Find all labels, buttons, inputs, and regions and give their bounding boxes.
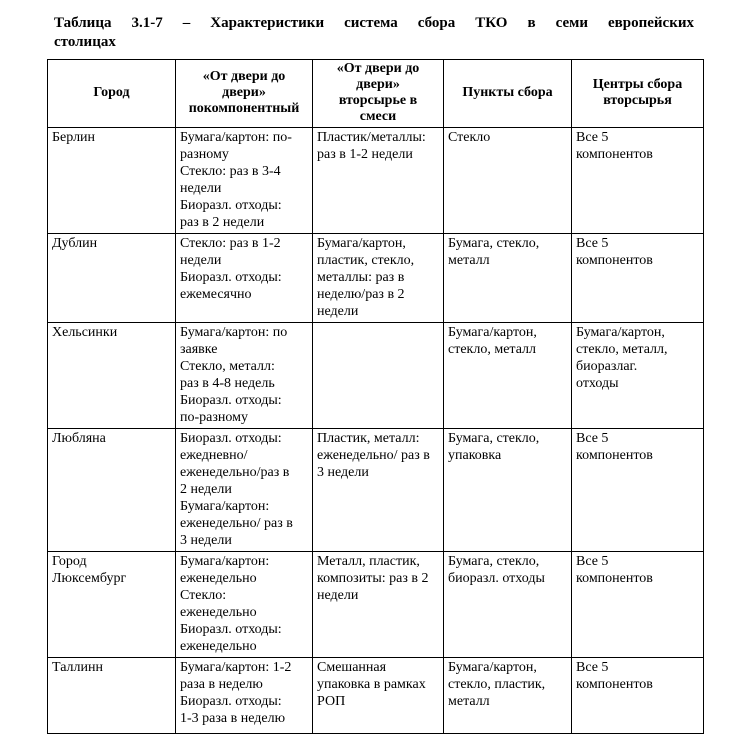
cell-line: Бумага/картон, <box>317 236 406 251</box>
table-row <box>48 429 704 552</box>
cell-line: Любляна <box>52 431 106 446</box>
cell-collection-points <box>444 323 572 429</box>
cell-city <box>48 128 176 234</box>
cell-recycling-centers <box>572 429 704 552</box>
cell-door-component <box>176 234 313 323</box>
cell-line: металл <box>448 694 490 709</box>
cell-line: Хельсинки <box>52 325 118 340</box>
cell-line: еженедельно/раз в <box>180 465 290 480</box>
cell-line: металл <box>448 253 490 268</box>
header-recycling-centers <box>572 60 704 128</box>
cell-door-mixed <box>313 552 444 658</box>
cell-line: недели <box>317 588 359 603</box>
cell-collection-points <box>444 234 572 323</box>
cell-line: биоразлаг. <box>576 359 638 374</box>
cell-line: стекло, металл, <box>576 342 668 357</box>
cell-line: вторсырье в <box>338 93 418 108</box>
cell-line: Бумага/картон: <box>180 554 270 569</box>
cell-line: Все 5 <box>576 236 609 251</box>
cell-line: Стекло: раз в 1-2 <box>180 236 281 251</box>
table-row <box>48 234 704 323</box>
cell-line: стекло, пластик, <box>448 677 546 692</box>
cell-line: заявке <box>180 342 218 357</box>
cell-line: Все 5 <box>576 130 609 145</box>
cell-line: Стекло: <box>180 588 227 603</box>
cell-line: раз в 2 недели <box>180 215 265 230</box>
header-collection-points <box>444 60 572 128</box>
table-caption-continued: столицах <box>54 34 116 50</box>
cell-door-component <box>176 429 313 552</box>
cell-line: Бумага/картон, <box>448 660 537 675</box>
cell-line: компонентов <box>576 448 653 463</box>
table-row <box>48 552 704 658</box>
cell-line: ежедневно/ <box>180 448 248 463</box>
cell-line: упаковка <box>448 448 502 463</box>
cell-line: 2 недели <box>180 482 232 497</box>
cell-line: Таллинн <box>52 660 103 675</box>
cell-line: компонентов <box>576 147 653 162</box>
cell-line: компонентов <box>576 571 653 586</box>
cell-city <box>48 658 176 734</box>
cell-door-mixed <box>313 323 444 429</box>
cell-line: компонентов <box>576 253 653 268</box>
cell-line: раз в 1-2 недели <box>317 147 413 162</box>
cell-line: Биоразл. отходы: <box>180 694 282 709</box>
cell-line: Пункты сбора <box>462 85 553 100</box>
header-city <box>48 60 176 128</box>
cell-collection-points <box>444 429 572 552</box>
cell-city <box>48 429 176 552</box>
cell-line: отходы <box>576 376 619 391</box>
cell-line: Все 5 <box>576 554 609 569</box>
cell-line: Берлин <box>52 130 96 145</box>
cell-line: Дублин <box>52 236 98 251</box>
cell-line: Бумага/картон, <box>448 325 537 340</box>
cell-line: пластик, стекло, <box>317 253 415 268</box>
cell-door-mixed <box>313 429 444 552</box>
cell-line: металлы: раз в <box>317 270 405 285</box>
cell-line: «От двери до <box>336 61 420 76</box>
cell-recycling-centers <box>572 128 704 234</box>
cell-line: ежемесячно <box>180 287 252 302</box>
cell-line: компонентов <box>576 677 653 692</box>
table-row <box>48 323 704 429</box>
cell-line: «От двери до <box>202 69 286 84</box>
cell-collection-points <box>444 552 572 658</box>
cell-line: раза в неделю <box>180 677 263 692</box>
cell-line: Пластик, металл: <box>317 431 420 446</box>
cell-door-component <box>176 323 313 429</box>
cell-line: покомпонентный <box>188 101 300 116</box>
cell-line: еженедельно <box>180 571 257 586</box>
table-caption: Таблица 3.1-7 – Характеристики система сбора ТКО в семи европейских <box>54 15 694 31</box>
cell-line: раз в 4-8 недель <box>180 376 275 391</box>
cell-line: биоразл. отходы <box>448 571 545 586</box>
cell-line: Все 5 <box>576 431 609 446</box>
cell-line: неделю/раз в 2 <box>317 287 405 302</box>
cell-door-component <box>176 552 313 658</box>
waste-collection-table <box>47 59 704 734</box>
cell-city <box>48 234 176 323</box>
cell-line: 1-3 раза в неделю <box>180 711 286 726</box>
cell-line: РОП <box>317 694 346 709</box>
cell-line: смеси <box>359 109 397 124</box>
cell-city <box>48 323 176 429</box>
cell-line: недели <box>180 181 222 196</box>
cell-line: Бумага/картон: по- <box>180 130 292 145</box>
cell-line: Бумага, стекло, <box>448 431 540 446</box>
cell-line: Город <box>93 85 130 100</box>
cell-line: недели <box>180 253 222 268</box>
cell-line: Бумага/картон: по <box>180 325 288 340</box>
cell-collection-points <box>444 128 572 234</box>
cell-line: Биоразл. отходы: <box>180 622 282 637</box>
cell-line: Смешанная <box>317 660 387 675</box>
cell-line: Все 5 <box>576 660 609 675</box>
cell-line: Металл, пластик, <box>317 554 420 569</box>
cell-line: Биоразл. отходы: <box>180 198 282 213</box>
cell-line: Стекло: раз в 3-4 <box>180 164 281 179</box>
cell-line: еженедельно/ раз в <box>180 516 293 531</box>
cell-door-component <box>176 658 313 734</box>
cell-line: Биоразл. отходы: <box>180 431 282 446</box>
cell-line: упаковка в рамках <box>317 677 426 692</box>
cell-door-mixed <box>313 658 444 734</box>
cell-line: Люксембург <box>52 571 127 586</box>
cell-line: 3 недели <box>317 465 369 480</box>
cell-collection-points <box>444 658 572 734</box>
cell-line: двери» <box>356 77 400 92</box>
cell-line: двери» <box>222 85 266 100</box>
cell-line: Бумага, стекло, <box>448 554 540 569</box>
table-row <box>48 128 704 234</box>
cell-line: Бумага/картон: <box>180 499 270 514</box>
cell-line: композиты: раз в 2 <box>317 571 429 586</box>
cell-door-component <box>176 128 313 234</box>
cell-city <box>48 552 176 658</box>
cell-line: Биоразл. отходы: <box>180 393 282 408</box>
cell-door-mixed <box>313 234 444 323</box>
cell-recycling-centers <box>572 552 704 658</box>
cell-line: стекло, металл <box>448 342 537 357</box>
cell-line: недели <box>317 304 359 319</box>
cell-line: еженедельно <box>180 605 257 620</box>
cell-line: Стекло <box>448 130 491 145</box>
cell-line: по-разному <box>180 410 248 425</box>
cell-recycling-centers <box>572 323 704 429</box>
table-row <box>48 658 704 734</box>
cell-door-mixed <box>313 128 444 234</box>
cell-line: Стекло, металл: <box>180 359 275 374</box>
cell-line: Пластик/металлы: <box>317 130 426 145</box>
table-header-row <box>48 60 704 128</box>
cell-line: Биоразл. отходы: <box>180 270 282 285</box>
cell-line: еженедельно/ раз в <box>317 448 430 463</box>
cell-line: Бумага, стекло, <box>448 236 540 251</box>
cell-line: Город <box>52 554 87 569</box>
cell-line: Бумага/картон, <box>576 325 665 340</box>
cell-recycling-centers <box>572 234 704 323</box>
cell-line: Центры сбора <box>592 77 683 92</box>
cell-line: вторсырья <box>603 93 672 108</box>
cell-recycling-centers <box>572 658 704 734</box>
cell-line: Бумага/картон: 1-2 <box>180 660 292 675</box>
cell-line: еженедельно <box>180 639 257 654</box>
header-door-component <box>176 60 313 128</box>
cell-line: разному <box>180 147 229 162</box>
header-door-mixed <box>313 60 444 128</box>
cell-line: 3 недели <box>180 533 232 548</box>
